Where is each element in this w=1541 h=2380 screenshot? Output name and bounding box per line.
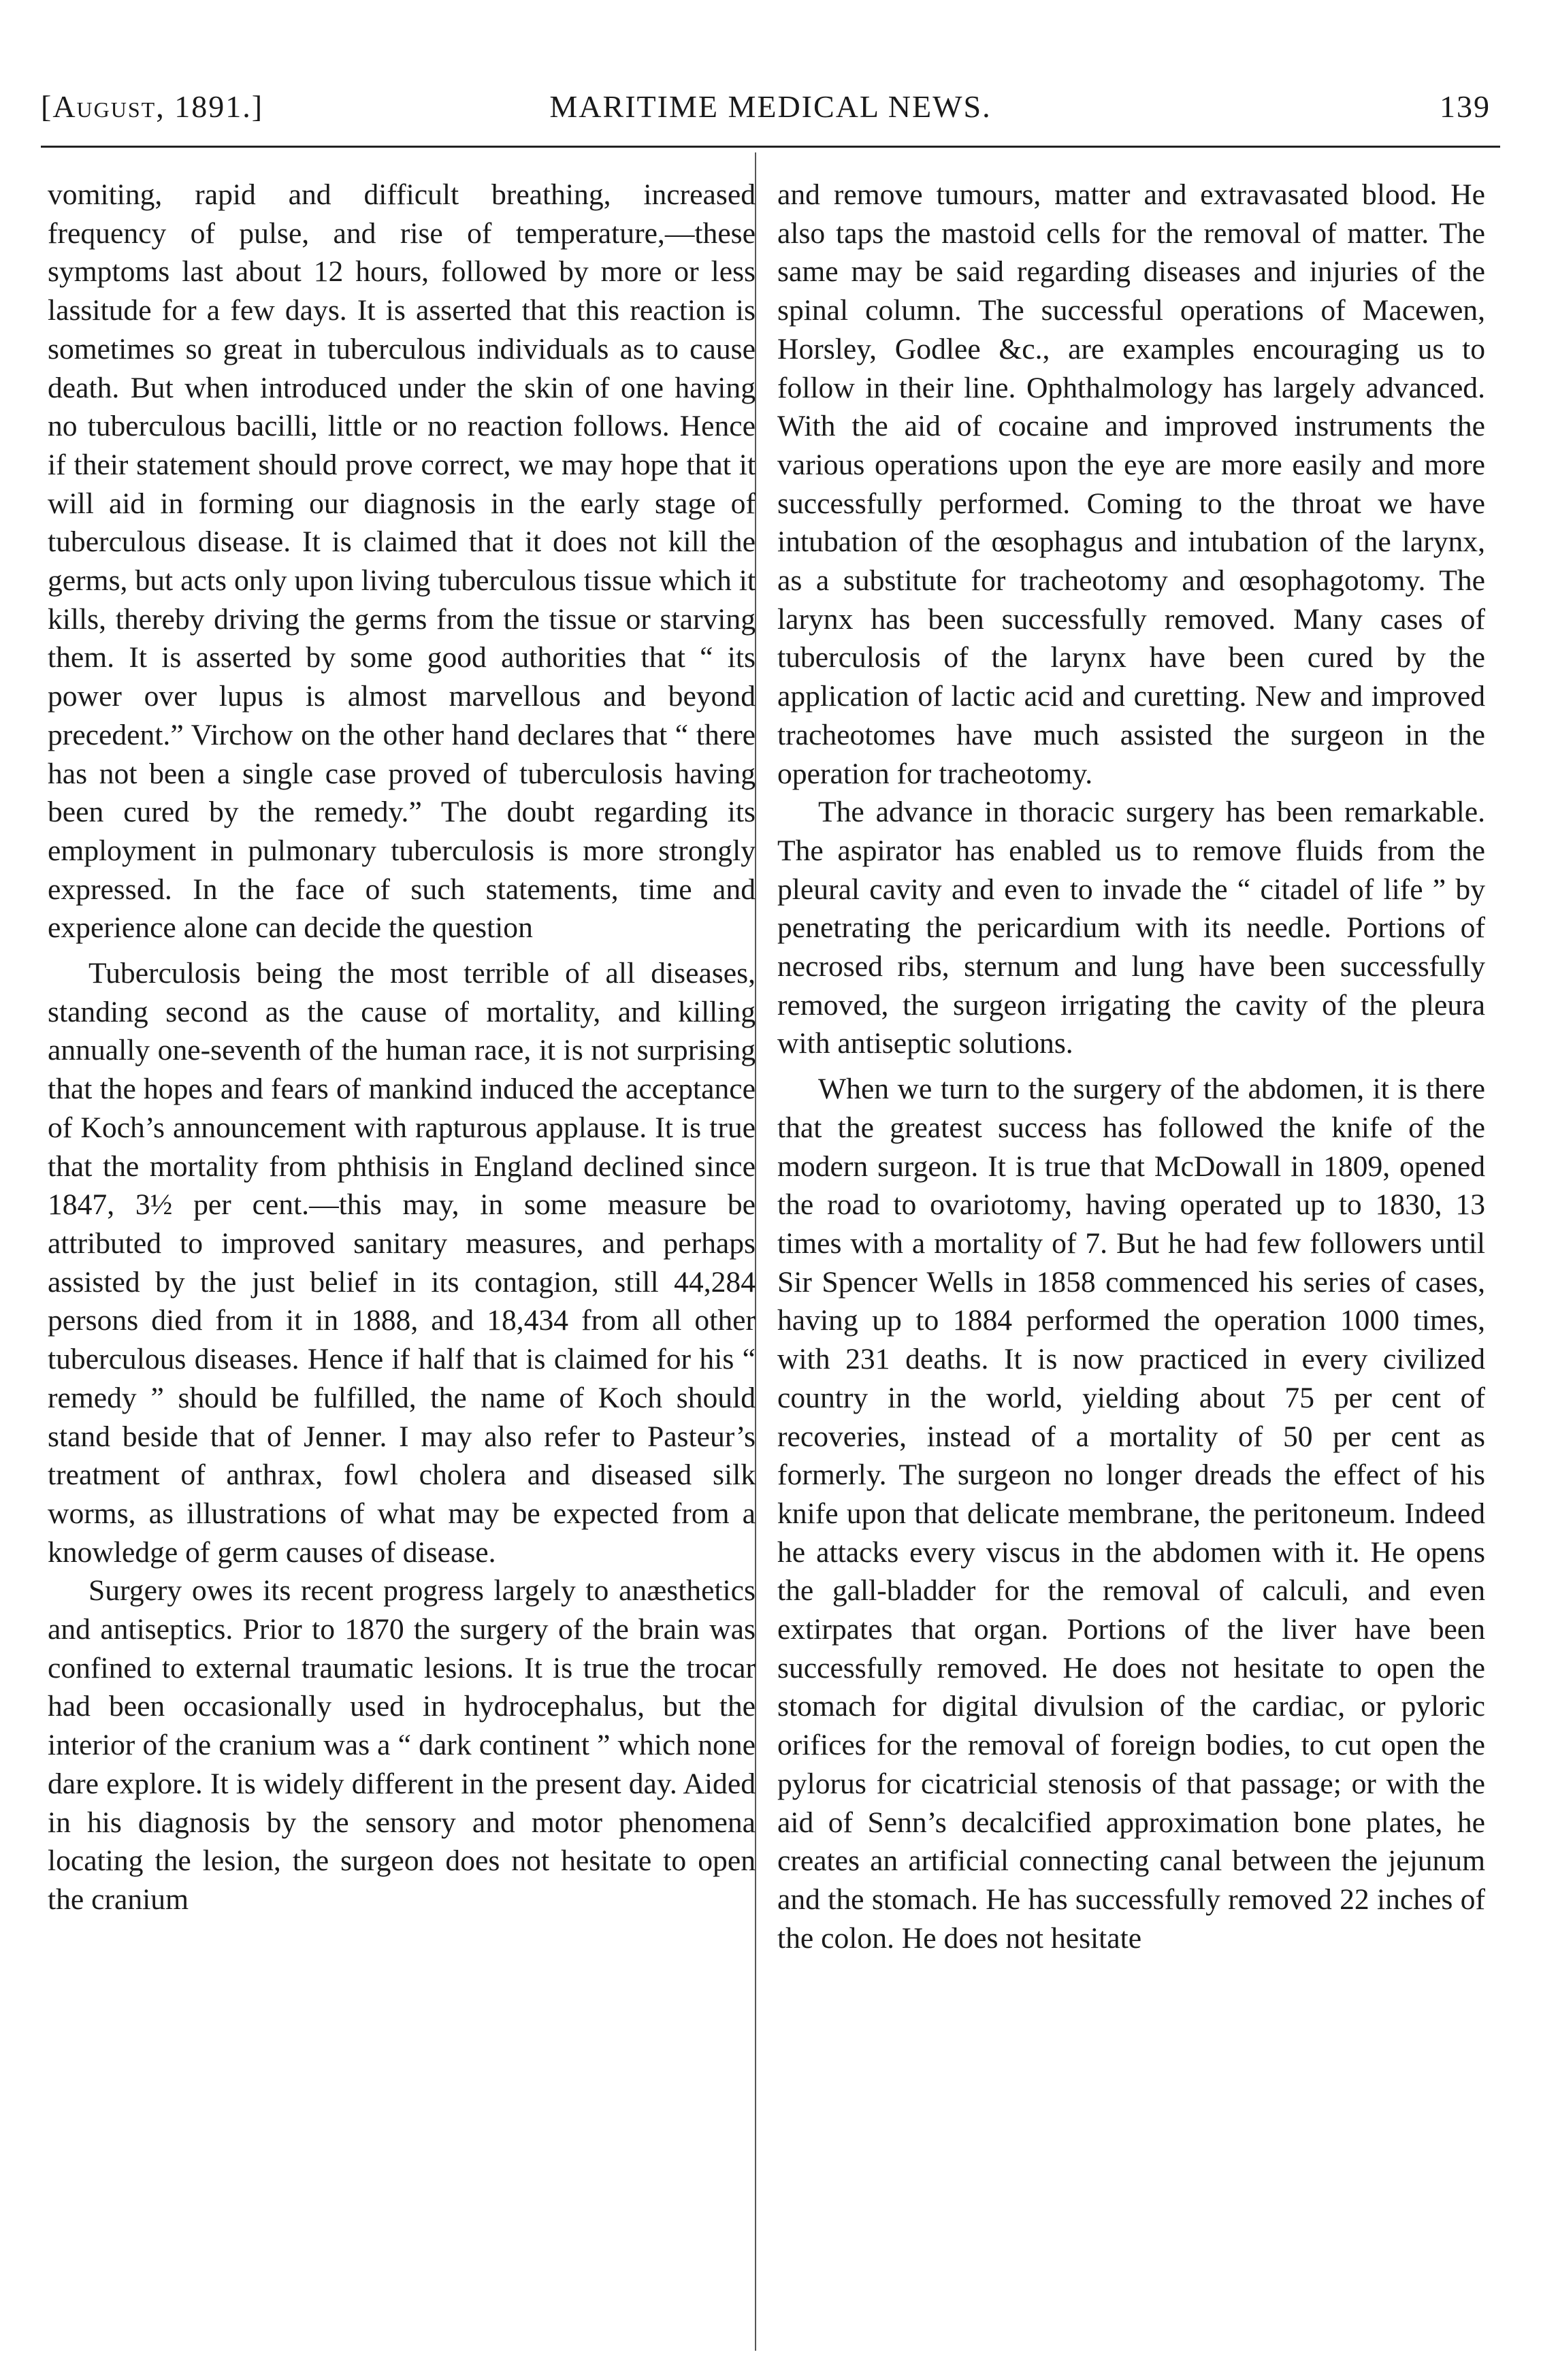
right-paragraph-1: and remove tumours, matter and extravasated blood. He also taps the mastoid cells for the removal of matter. The same may be said regarding diseases and injuries of the spinal column. The successful operations of Macewen, Horsley, Godlee &c., are examples encouraging us to follow in their line. Ophthalmology has largely advanced. With the aid of cocaine and improved instruments the various operations upon the eye are more easily and more successfully performed. Coming to the throat we have intubation of the œsophagus and intubation of the larynx, as a substitute for tracheotomy and œsophagotomy. The larynx has been successfully removed. Many cases of tuberculosis of the larynx have been cured by the application of lactic acid and curetting. New and improved tracheotomes have much assisted the surgeon in the operation for tracheotomy. (777, 178, 1485, 790)
right-paragraph-3: When we turn to the surgery of the abdomen, it is there that the greatest success has followed the knife of the modern surgeon. It is true that McDowall in 1809, opened the road to ovariotomy, having operated up to 1830, 13 times with a mortality of 7. But he had few followers until Sir Spencer Wells in 1858 commenced his series of cases, having up to 1884 performed the operation 1000 times, with 231 deaths. It is now practiced in every civilized country in the world, yielding about 75 per cent of recoveries, instead of a mortality of 50 per cent as formerly. The surgeon no longer dreads the effect of his knife upon that delicate membrane, the peritoneum. Indeed he attacks every viscus in the abdomen with it. He opens the gall-bladder for the removal of calculi, and even extirpates that organ. Portions of the liver have been successfully removed. He does not hesitate to open the stomach for digital divulsion of the cardiac, or pyloric orifices for the removal of foreign bodies, to cut open the pylorus for cicatricial stenosis of that passage; or with the aid of Senn’s decalcified approximation bone plates, he creates an artificial connecting canal between the jejunum and the stomach. He has successfully removed 22 inches of the colon. He does not hesitate (777, 1073, 1485, 1955)
left-column (48, 176, 756, 1919)
right-paragraph-2: The advance in thoracic surgery has been remarkable. The aspirator has enabled us to remove fluids from the pleural cavity and even to invade the “ citadel of life ” by penetrating the pericardium with its needle. Portions of necrosed ribs, sternum and lung have been successfully removed, the surgeon irrigating the cavity of the pleura with antiseptic solutions. (777, 796, 1485, 1060)
right-column (777, 176, 1485, 1957)
running-header (41, 88, 1500, 136)
journal-title: MARITIME MEDICAL NEWS. (549, 89, 992, 124)
header-rule (41, 146, 1500, 148)
left-paragraph-2: Tuberculosis being the most terrible of all diseases, standing second as the cause of mortality, and killing annually one-seventh of the human race, it is not surprising that the hopes and fears of mankind induced the acceptance of Koch’s announcement with rapturous applause. It is true that the mortality from phthisis in England declined since 1847, 3½ per cent.—this may, in some measure be attributed to improved sanitary measures, and perhaps assisted by the just belief in its contagion, still 44,284 persons died from it in 1888, and 18,434 from all other tuberculous diseases. Hence if half that is claimed for his “ remedy ” should be fulfilled, the name of Koch should stand beside that of Jenner. I may also refer to Pasteur’s treatment of anthrax, fowl cholera and diseased silk worms, as illustrations of what may be expected from a knowledge of germ causes of disease. (48, 957, 756, 1569)
left-paragraph-3: Surgery owes its recent progress largely to anæsthetics and antiseptics. Prior to 1870 the surgery of the brain was confined to external traumatic lesions. It is true the trocar had been occasionally used in hydrocephalus, but the interior of the cranium was a “ dark continent ” which none dare explore. It is widely different in the present day. Aided in his diagnosis by the sensory and motor phenomena locating the lesion, the surgeon does not hesitate to open the cranium (48, 1574, 756, 1916)
issue-date: [August, 1891.] (41, 89, 264, 124)
page-number: 139 (1440, 89, 1491, 124)
left-paragraph-1: vomiting, rapid and difficult breathing, increased frequency of pulse, and rise of temperature,—these symptoms last about 12 hours, followed by more or less lassitude for a few days. It is asserted that this reaction is sometimes so great in tuberculous individuals as to cause death. But when introduced under the skin of one having no tuberculous bacilli, little or no reaction follows. Hence if their statement should prove correct, we may hope that it will aid in forming our diagnosis in the early stage of tuberculous disease. It is claimed that it does not kill the germs, but acts only upon living tuberculous tissue which it kills, thereby driving the germs from the tissue or starving them. It is asserted by some good authorities that “ its power over lupus is almost marvellous and beyond precedent.” Virchow on the other hand declares that “ there has not been a single case proved of tuberculosis having been cured by the remedy.” The doubt regarding its employment in pulmonary tuberculosis is more strongly expressed. In the face of such statements, time and experience alone can decide the question (48, 178, 756, 945)
